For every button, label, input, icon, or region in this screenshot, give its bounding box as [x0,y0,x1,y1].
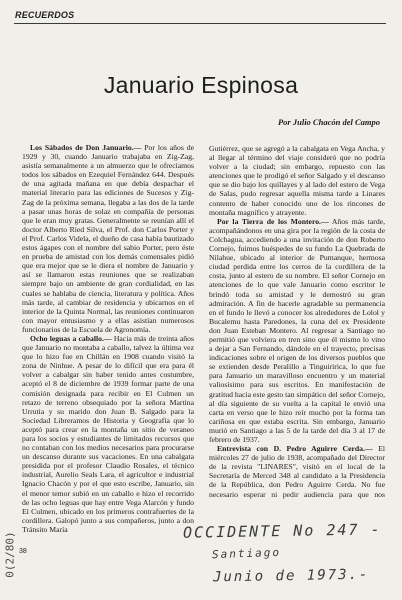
handwritten-date: Junio de 1973.- [212,566,370,586]
paragraph-text: Por los años de 1929 y 30, cuando Januario trabajaba en Zig-Zag, asistía semanalmente a un almuerzo que le ofrecíamos todos los sábados en Ezequiel Fernández 644. Después de una agitada mañana en que debía despachar el material literario para las ediciones de Sucesos y Zig-Zag de la próxima semana, llegaba a las dos de la tarde a pasar unas horas de solaz en compañía de personas que le eran muy gratas. Generalmente se reunían allí el doctor Alberto Ried Silva, el Prof. don Carlos Porter y el Prof. Carlos Videla, el dueño de casa había bautizado estos ágapes con el nombre del sabio Porter, pero éste en prueba de amistad con los demás comensales pidió que era mejor que se le diera el nombre de Januario y así se llamaron estas reuniones que se realizaban siempre bajo un ambiente de gran cordialidad, en las cuales se hablaba de ciencia, literatura y política. Años más tarde, al cambiar de residencia y ubicarnos en el interior de la Quinta Normal, las reuniones continuaron con mayor entusiasmo y a ellas asistían numerosos funcionarios de la Escuela de Agronomía. [22,143,194,334]
paragraph [22,143,194,334]
handwritten-city: Santiago [211,545,282,562]
paragraph-text: Gutiérrez, que se agregó a la cabalgata en Vega Ancha, y al llegar al término del viaje consideró que no podría volver a la ciudad; sin embargo, repuesto con las atenciones que le prodigó el señor Salgado y el descanso que se dio bajo los quillayes y al lado del estero de Vega de Salas, pudo regresar aquella misma tarde a Linares contento de haber conocido uno de los rincones de montaña magnífico y atrayente. [209,144,385,217]
paragraph-lead: Los Sábados de Don Januario.— [30,143,142,152]
paragraph-text: El miércoles 27 de julio de 1938, acompañado del Director de la revista "LINARES", visitó en el local de la Secretaría de Merced 348 al candidato a la Presidencia de la República, don Pedro Aguirre Cerda. No fue necesario esperar ni pedir audiencia para que nos [209,444,385,499]
article-title: Januario Espinosa [103,72,299,98]
section-rule [14,23,386,24]
paragraph [209,444,385,499]
right-column [209,144,385,499]
article-author: Por Julio Chacón del Campo [277,117,380,127]
handwritten-source: OCCIDENTE No 247 - [182,520,382,542]
page-number: 38 [19,548,27,555]
paragraph [209,144,385,217]
paragraph-lead: Ocho leguas a caballo.— [30,333,112,343]
paragraph-text: Hacia más de treinta años que Januario no montaba a caballo, talvez la última vez que lo hizo fue en Chillán en 1908 cuando visitó la zona de Ninhue. A pesar de lo difícil que era para él volver a cabalgar sin haber tenido antes costumbre, aceptó el 8 de diciembre de 1939 formar parte de una comisión designada para recibir en El Culmen un retazo de terreno obsequiado por la señora Martina Urrutia y su marido don Juan B. Salgado para la Sociedad Libreramos de Historia y Geografía que lo aceptó para crear en la montaña un sitio de veraneo para los socios y estudiantes de limitados recursos que no contaban con los medios necesarios para procurarse un descanso durante sus vacaciones. En una cabalgata presidida por el profesor Claudio Rosales, el técnico industrial, Aurelio Seals Lara, el agricultor e industrial Ignacio Chacón y por el que esto escribe, Januario, sin el menor temor subió en un caballo e hizo el recorrido de las ocho leguas que hay entre Vega Alarcón y fundo El Culmen, ubicado en los primeros contrafuertes de la cordillera. Galopó junto a sus compañeros, junto a don Tránsito María [22,333,194,534]
paragraph-text: Años más tarde, acompañándonos en una gira por la región de la costa de Colchagua, accediendo a una invitación de don Roberto Cornejo, fuimos huéspedes de su fundo La Quebrada de Nilahue, ubicado al interior de Pumanque, hermosa ciudad perdida entre los cerros de la cordillera de la costa, junto al estero de su nombre. El señor Cornejo en atenciones de lo que vale Januario como escritor le brindó toda su amistad y le demostró su gran admiración. A fin de hacerle agradable su permanencia en el fundo le llevó a conocer los alrededores de Lolol y Bucalemu hasta Paredones, la cuna del ex Presidente don Juan Esteban Montero. Al regresar a Santiago no permitió que volviera en tren sino que él mismo lo vino a dejar a San Fernando, dándole en el trayecto, precisas indicaciones sobre el origen de los diversos pueblos que se extienden desde Peralillo a Tinguiririca, lo que fue para Januario un maravilloso encuentro y un material valiosísimo para sus escritos. En manifestación de gratitud hacia este gesto tan simpático del señor Cornejo, al día siguiente de su vuelta a la capital le envió una carta en verso que le hizo reír mucho por la forma tan cariñosa en que estaba escrita. Sin embargo, Januario murió en Santiago a las 5 de la tarde del día 3 al 17 de febrero de 1937. [209,216,385,444]
paragraph-lead: Por la Tierra de los Montero.— [217,216,329,226]
handwritten-margin-note: 0(2/80) [3,531,17,578]
paragraph [22,334,194,534]
left-column [22,143,194,563]
paragraph-lead: Entrevista con D. Pedro Aguirre Cerda.— [217,444,373,454]
paragraph [209,217,385,444]
section-label: RECUERDOS [15,10,75,20]
